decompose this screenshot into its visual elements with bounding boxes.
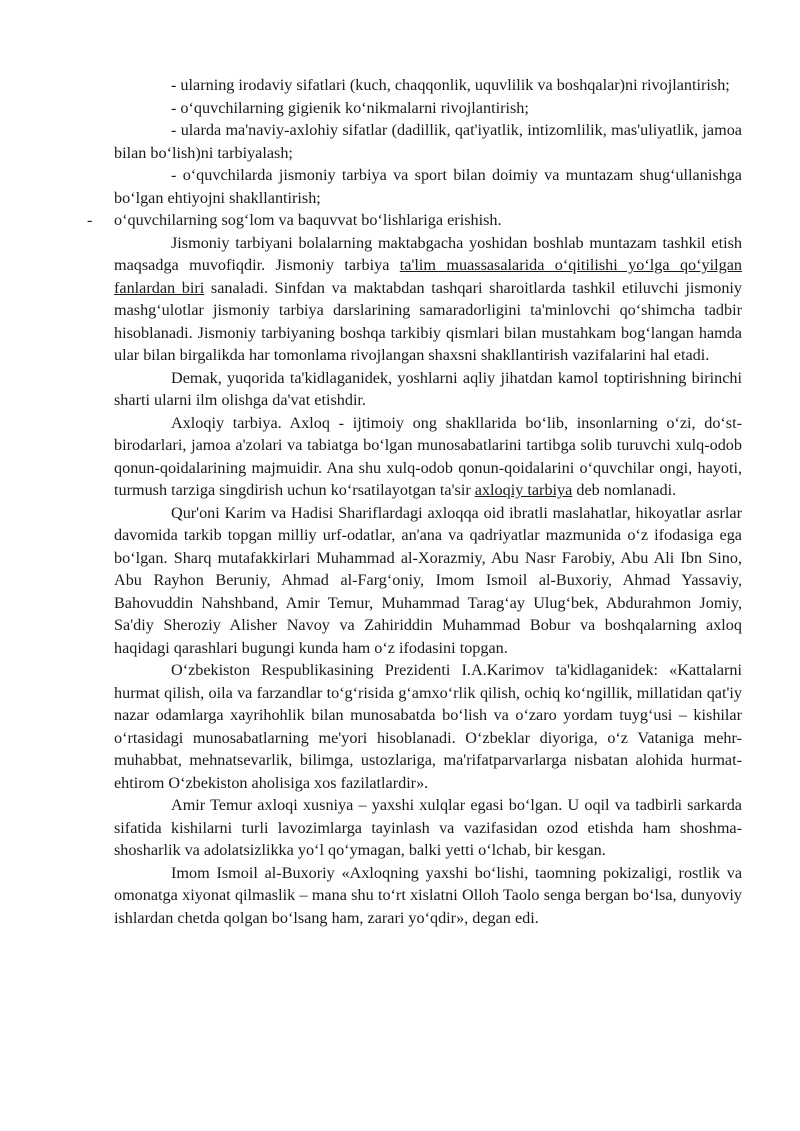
list-dash-marker: -: [87, 211, 93, 229]
goal-item-health-text: oʻquvchilarning sogʻlom va baquvvat boʻlishlariga erishish.: [114, 211, 502, 229]
paragraph-conclusion: Demak, yuqorida ta'kidlaganidek, yoshlarni aqliy jihatdan kamol toptirishning birinchi sharti ularni ilm olishga da'vat etishdir.: [114, 368, 742, 409]
moral-education-link[interactable]: axloqiy tarbiya: [474, 481, 573, 499]
paragraph-physical-education: [114, 232, 742, 367]
document-page: [87, 74, 742, 929]
goal-item-hygiene: - oʻquvchilarning gigienik koʻnikmalarni rivojlantirish;: [171, 98, 529, 117]
paragraph-imam-bukhari: Imom Ismoil al-Buxoriy «Axloqning yaxshi boʻlishi, taomning pokizaligi, rostlik va omonatga xiyonat qilmaslik – mana shu toʻrt xislatni Olloh Taolo senga bergan boʻlsa, dunyoviy ishlardan chetda qolgan boʻlsang ham, zarari yoʻqdir», degan edi.: [114, 863, 742, 927]
paragraph-amir-temur: Amir Temur axloqi xusniya – yaxshi xulqlar egasi boʻlgan. U oqil va tadbirli sarkarda sifatida kishilarni turli lavozimlarga tayinlash va vazifasidan ozod etishda ham shoshma-shosharlik va adolatsizlikka yoʻl qoʻymagan, balki yetti oʻlchab, bir kesgan.: [114, 796, 742, 859]
goal-item-sport-need: - oʻquvchilarda jismoniy tarbiya va sport bilan doimiy va muntazam shugʻullanishga boʻlgan ehtiyojni shakllantirish;: [114, 166, 742, 207]
goal-item-moral-qualities: - ularda ma'naviy-axlohiy sifatlar (dadillik, qat'iyatlik, intizomlilik, mas'uliyatlik, jamoa bilan boʻlish)ni tarbiyalash;: [114, 121, 742, 162]
paragraph-text: Axloqiy tarbiya. Axloq - ijtimoiy ong shakllarida boʻlib, insonlarning oʻzi, doʻst-birodarlari, jamoa a'zolari va tabiatga boʻlgan munosabatlarini tartibga solib turuvchi xulq-odob qonun-qoidalarining majmuidir. Ana shu xulq-odob qonun-qoidalarini oʻquvchilar ongi, hayoti, turmush tarziga singdirish uchun koʻrsatilayotgan ta'sir: [114, 413, 742, 499]
paragraph-text: sanaladi. Sinfdan va maktabdan tashqari sharoitlarda tashkil etiluvchi jismoniy mashgʻulotlar jismoniy tarbiya darslarining samaradorligini ta'minlovchi qoʻshimcha tadbir hisoblanadi. Jismoniy tarbiyaning boshqa tarkibiy qismlari bilan mustahkam bogʻlangan hamda ular bilan birgalikda har tomonlama rivojlangan shaxsni shakllantirish vazifalarini hal etadi.: [114, 278, 742, 364]
paragraph-quran-hadith: Qur'oni Karim va Hadisi Shariflardagi axloqqa oid ibratli maslahatlar, hikoyatlar asrlar davomida tarkib topgan milliy urf-odatlar, an'ana va qadriyatlar mazmunida oʻz ifodasiga ega boʻlgan. Sharq mutafakkirlari Muhammad al-Xorazmiy, Abu Nasr Farobiy, Abu Ali Ibn Sino, Abu Rayhon Beruniy, Ahmad al-Fargʻoniy, Imom Ismoil al-Buxoriy, Ahmad Yassaviy, Bahovuddin Nahshband, Amir Temur, Muhammad Taragʻay Ulugʻbek, Abdurahmon Jomiy, Sa'diy Sheroziy Alisher Navoy va Zahiriddin Muhammad Bobur va boshqalarning axloq haqidagi qarashlari bugungi kunda ham oʻz ifodasini topgan.: [114, 503, 742, 657]
subject-link[interactable]: ta'lim muassasalarida oʻqitilishi yoʻlga qoʻyilgan fanlardan biri: [114, 256, 742, 297]
paragraph-text: Jismoniy tarbiyani bolalarning maktabgacha yoshidan boshlab muntazam tashkil etish maqsadga muvofiqdir. Jismoniy tarbiya: [114, 233, 742, 274]
paragraph-karimov-quote: Oʻzbekiston Respublikasining Prezidenti I.A.Karimov ta'kidlaganidek: «Kattalarni hurmat qilish, oila va farzandlar toʻgʻrisida gʻamxoʻrlik qilish, ochiq koʻngillik, millatidan qat'iy nazar odamlarga xayrihohlik bilan munosabatda boʻlish va oʻzaro yordam tuygʻusi – kishilar oʻrtasidagi munosabatlarning me'yori hisoblanadi. Oʻzbeklar diyoriga, oʻz Vataniga mehr-muhabbat, mehnatsevarlik, bilimga, ustozlariga, ma'rifatparvarlarga nisbatan alohida hurmat-ehtirom Oʻzbekiston aholisiga xos fazilatlardir».: [114, 661, 742, 792]
paragraph-text: deb nomlanadi.: [572, 481, 677, 499]
goal-item-health: [87, 209, 742, 232]
paragraph-moral-education: [114, 412, 742, 502]
goal-item-willpower: - ularning irodaviy sifatlari (kuch, chaqqonlik, uquvlilik va boshqalar)ni rivojlantirish;: [171, 76, 730, 94]
